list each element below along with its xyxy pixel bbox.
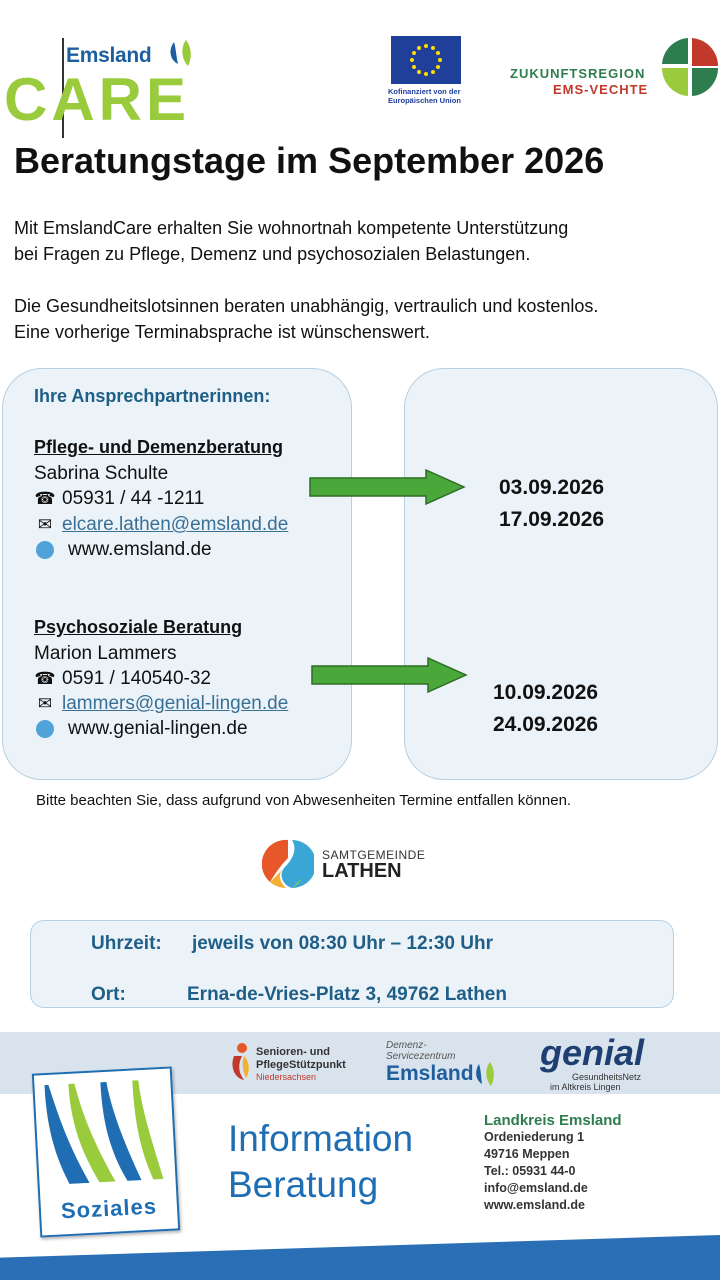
soziales-logo bbox=[32, 1066, 180, 1237]
intro-line: Eine vorherige Terminabsprache ist wünschenswert. bbox=[14, 322, 430, 342]
demenz-small-line2: Servicezentrum bbox=[386, 1051, 456, 1062]
contact-name bbox=[34, 643, 177, 665]
web-text[interactable]: www.emsland.de bbox=[68, 539, 212, 560]
lathen-line1: SAMTGEMEINDE bbox=[322, 848, 426, 862]
beratung-word: Beratung bbox=[228, 1164, 379, 1205]
eu-flag-icon bbox=[391, 36, 461, 84]
pflege-person-icon bbox=[228, 1042, 254, 1082]
address-line: www.emsland.de bbox=[484, 1198, 585, 1212]
email-link[interactable]: elcare.lathen@emsland.de bbox=[62, 514, 289, 535]
place-value: Erna-de-Vries-Platz 3, 49762 Lathen bbox=[187, 984, 507, 1005]
contact-email bbox=[34, 514, 288, 536]
genial-logo bbox=[540, 1032, 670, 1092]
mail-icon: ✉ bbox=[37, 694, 53, 713]
time-label: Uhrzeit: bbox=[91, 933, 162, 954]
genial-sub-line2: im Altkreis Lingen bbox=[550, 1082, 621, 1092]
lathen-emblem-icon bbox=[262, 838, 314, 890]
phone-icon: ☎ bbox=[34, 669, 56, 688]
contact-phone bbox=[34, 488, 204, 510]
intro-line: Mit EmslandCare erhalten Sie wohnortnah kompetente Unterstützung bbox=[14, 218, 569, 238]
information-word: Information bbox=[228, 1118, 414, 1159]
phone-icon: ☎ bbox=[34, 489, 56, 508]
eu-caption-line2: Europäischen Union bbox=[388, 96, 461, 105]
intro-line: bei Fragen zu Pflege, Demenz und psychosozialen Belastungen. bbox=[14, 244, 531, 264]
samtgemeinde-lathen-logo bbox=[262, 838, 442, 890]
pflege-line2: PflegeStützpunkt bbox=[256, 1059, 346, 1071]
contact-web bbox=[34, 539, 212, 561]
footer-address bbox=[484, 1112, 622, 1214]
contact-phone bbox=[34, 668, 211, 690]
email-link[interactable]: lammers@genial-lingen.de bbox=[62, 693, 289, 714]
contact-name bbox=[34, 463, 168, 485]
address-line: Ordeniederung 1 bbox=[484, 1130, 585, 1144]
leaf-icon bbox=[472, 1060, 498, 1088]
region-emblem-icon bbox=[660, 36, 720, 98]
page-title: Beratungstage im September 2026 bbox=[14, 140, 605, 181]
intro-paragraph-1 bbox=[14, 215, 568, 267]
place-label: Ort: bbox=[91, 984, 126, 1005]
genial-sub-line1: GesundheitsNetz bbox=[572, 1072, 642, 1082]
footer-blue-sweep bbox=[0, 1233, 720, 1280]
pflege-line3: Niedersachsen bbox=[256, 1072, 317, 1082]
date-item: 10.09.2026 bbox=[493, 681, 599, 704]
address-head: Landkreis Emsland bbox=[484, 1112, 622, 1129]
demenz-small-line1: Demenz- bbox=[386, 1040, 427, 1051]
demenz-servicezentrum-logo bbox=[386, 1040, 506, 1090]
emslandcare-logo bbox=[0, 30, 205, 138]
address-line: info@emsland.de bbox=[484, 1181, 588, 1195]
arrow-right-icon bbox=[308, 468, 468, 506]
pflegestuetzpunkt-logo bbox=[228, 1040, 378, 1090]
contact-web bbox=[34, 718, 248, 740]
soziales-label: Soziales bbox=[60, 1193, 158, 1224]
globe-icon bbox=[36, 541, 54, 559]
soziales-stripes-icon bbox=[44, 1079, 163, 1185]
zukunftsregion-logo bbox=[508, 36, 720, 102]
contact-name-text: Sabrina Schulte bbox=[34, 463, 169, 484]
demenz-small-text bbox=[386, 1040, 455, 1062]
date-item: 17.09.2026 bbox=[499, 508, 605, 531]
date-item: 24.09.2026 bbox=[493, 713, 599, 736]
lathen-line2: LATHEN bbox=[322, 860, 402, 882]
address-line: 49716 Meppen bbox=[484, 1147, 570, 1161]
globe-icon bbox=[36, 720, 54, 738]
arrow-right-icon bbox=[310, 656, 470, 694]
absence-note: Bitte beachten Sie, dass aufgrund von Abwesenheiten Termine entfallen können. bbox=[36, 792, 572, 809]
logo-care-word: CARE bbox=[4, 66, 191, 133]
phone-text: 05931 / 44 -1211 bbox=[62, 488, 205, 509]
contacts-heading: Ihre Ansprechpartnerinnen: bbox=[34, 386, 271, 406]
eu-caption bbox=[388, 87, 468, 105]
time-value: jeweils von 08:30 Uhr – 12:30 Uhr bbox=[192, 933, 493, 954]
genial-subtitle bbox=[550, 1072, 641, 1092]
pflege-line1: Senioren- und bbox=[256, 1046, 330, 1058]
date-item: 03.09.2026 bbox=[499, 476, 605, 499]
address-line: Tel.: 05931 44-0 bbox=[484, 1164, 576, 1178]
zukunft-line2: EMS-VECHTE bbox=[553, 82, 649, 97]
section-title-pflege: Pflege- und Demenzberatung bbox=[34, 437, 284, 457]
contact-email bbox=[34, 693, 288, 715]
genial-word: genial bbox=[540, 1032, 645, 1073]
demenz-big-text: Emsland bbox=[386, 1062, 474, 1085]
web-text[interactable]: www.genial-lingen.de bbox=[68, 718, 248, 739]
contact-name-text: Marion Lammers bbox=[34, 643, 177, 664]
zukunft-line1: ZUKUNFTSREGION bbox=[510, 66, 646, 81]
mail-icon: ✉ bbox=[37, 515, 53, 534]
eu-logo bbox=[388, 36, 468, 108]
logo-emsland-word: Emsland bbox=[66, 44, 152, 67]
phone-text: 0591 / 140540-32 bbox=[62, 668, 211, 689]
section-title-psychosozial: Psychosoziale Beratung bbox=[34, 617, 243, 637]
intro-line: Die Gesundheitslotsinnen beraten unabhängig, vertraulich und kostenlos. bbox=[14, 296, 599, 316]
pflege-text bbox=[256, 1046, 346, 1072]
eu-caption-line1: Kofinanziert von der bbox=[388, 87, 461, 96]
intro-paragraph-2 bbox=[14, 293, 598, 345]
leaf-icon bbox=[166, 38, 196, 68]
